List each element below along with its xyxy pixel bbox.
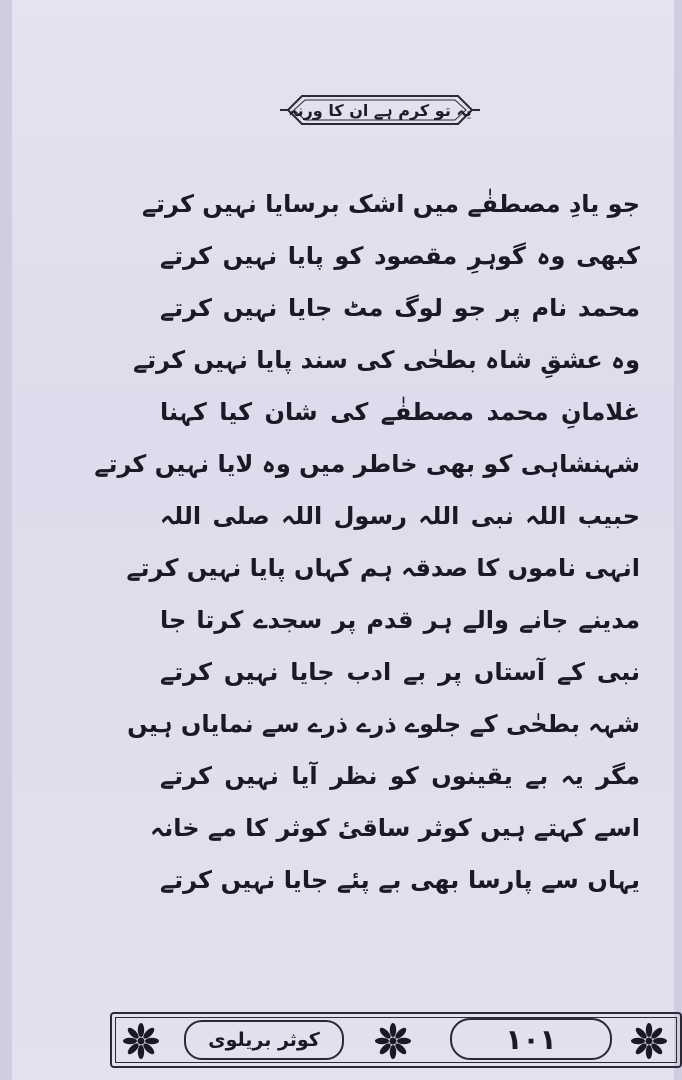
header-banner	[280, 92, 480, 128]
eight-petal-flower-icon	[122, 1022, 160, 1060]
author-name: کوثر بریلوی	[184, 1020, 344, 1060]
verse-line: مگر یہ بے یقینوں کو نظر آیا نہیں کرتے	[160, 762, 640, 790]
verse-line: جو یادِ مصطفٰے میں اشک برسایا نہیں کرتے	[141, 190, 640, 218]
verse-line: مدینے جانے والے ہر قدم پر سجدے کرتا جا	[160, 606, 640, 634]
verse-line: اسے کہتے ہیں کوثر ساقیٔ کوثر کا مے خانہ	[150, 814, 640, 842]
verse-line: غلامانِ محمد مصطفٰے کی شان کیا کہنا	[160, 398, 640, 426]
verse-line: شہنشاہی کو بھی خاطر میں وہ لایا نہیں کرتے	[94, 450, 640, 478]
verse-line: شہہ بطحٰی کے جلوے ذرے ذرے سے نمایاں ہیں	[127, 710, 640, 738]
eight-petal-flower-icon	[374, 1022, 412, 1060]
verse-line: انہی ناموں کا صدقہ ہم کہاں پایا نہیں کرتے	[126, 554, 640, 582]
page-footer	[110, 1012, 682, 1068]
header-title: یہ تو کرم ہے ان کا ورنہ	[288, 100, 472, 120]
verse-line: محمد نام پر جو لوگ مٹ جایا نہیں کرتے	[160, 294, 640, 322]
verse-line: حبیب اللہ نبی اللہ رسول اللہ صلی اللہ	[160, 502, 640, 530]
verse-line: یہاں سے پارسا بھی بے پئے جایا نہیں کرتے	[160, 866, 640, 894]
verse-line: وہ عشقِ شاہ بطحٰی کی سند پایا نہیں کرتے	[133, 346, 640, 374]
verse-line: نبی کے آستاں پر بے ادب جایا نہیں کرتے	[160, 658, 640, 686]
page-number: ١٠١	[450, 1018, 612, 1060]
poem-body	[94, 178, 640, 906]
verse-line: کبھی وہ گوہرِ مقصود کو پایا نہیں کرتے	[160, 242, 640, 270]
eight-petal-flower-icon	[630, 1022, 668, 1060]
book-page	[12, 0, 674, 1080]
